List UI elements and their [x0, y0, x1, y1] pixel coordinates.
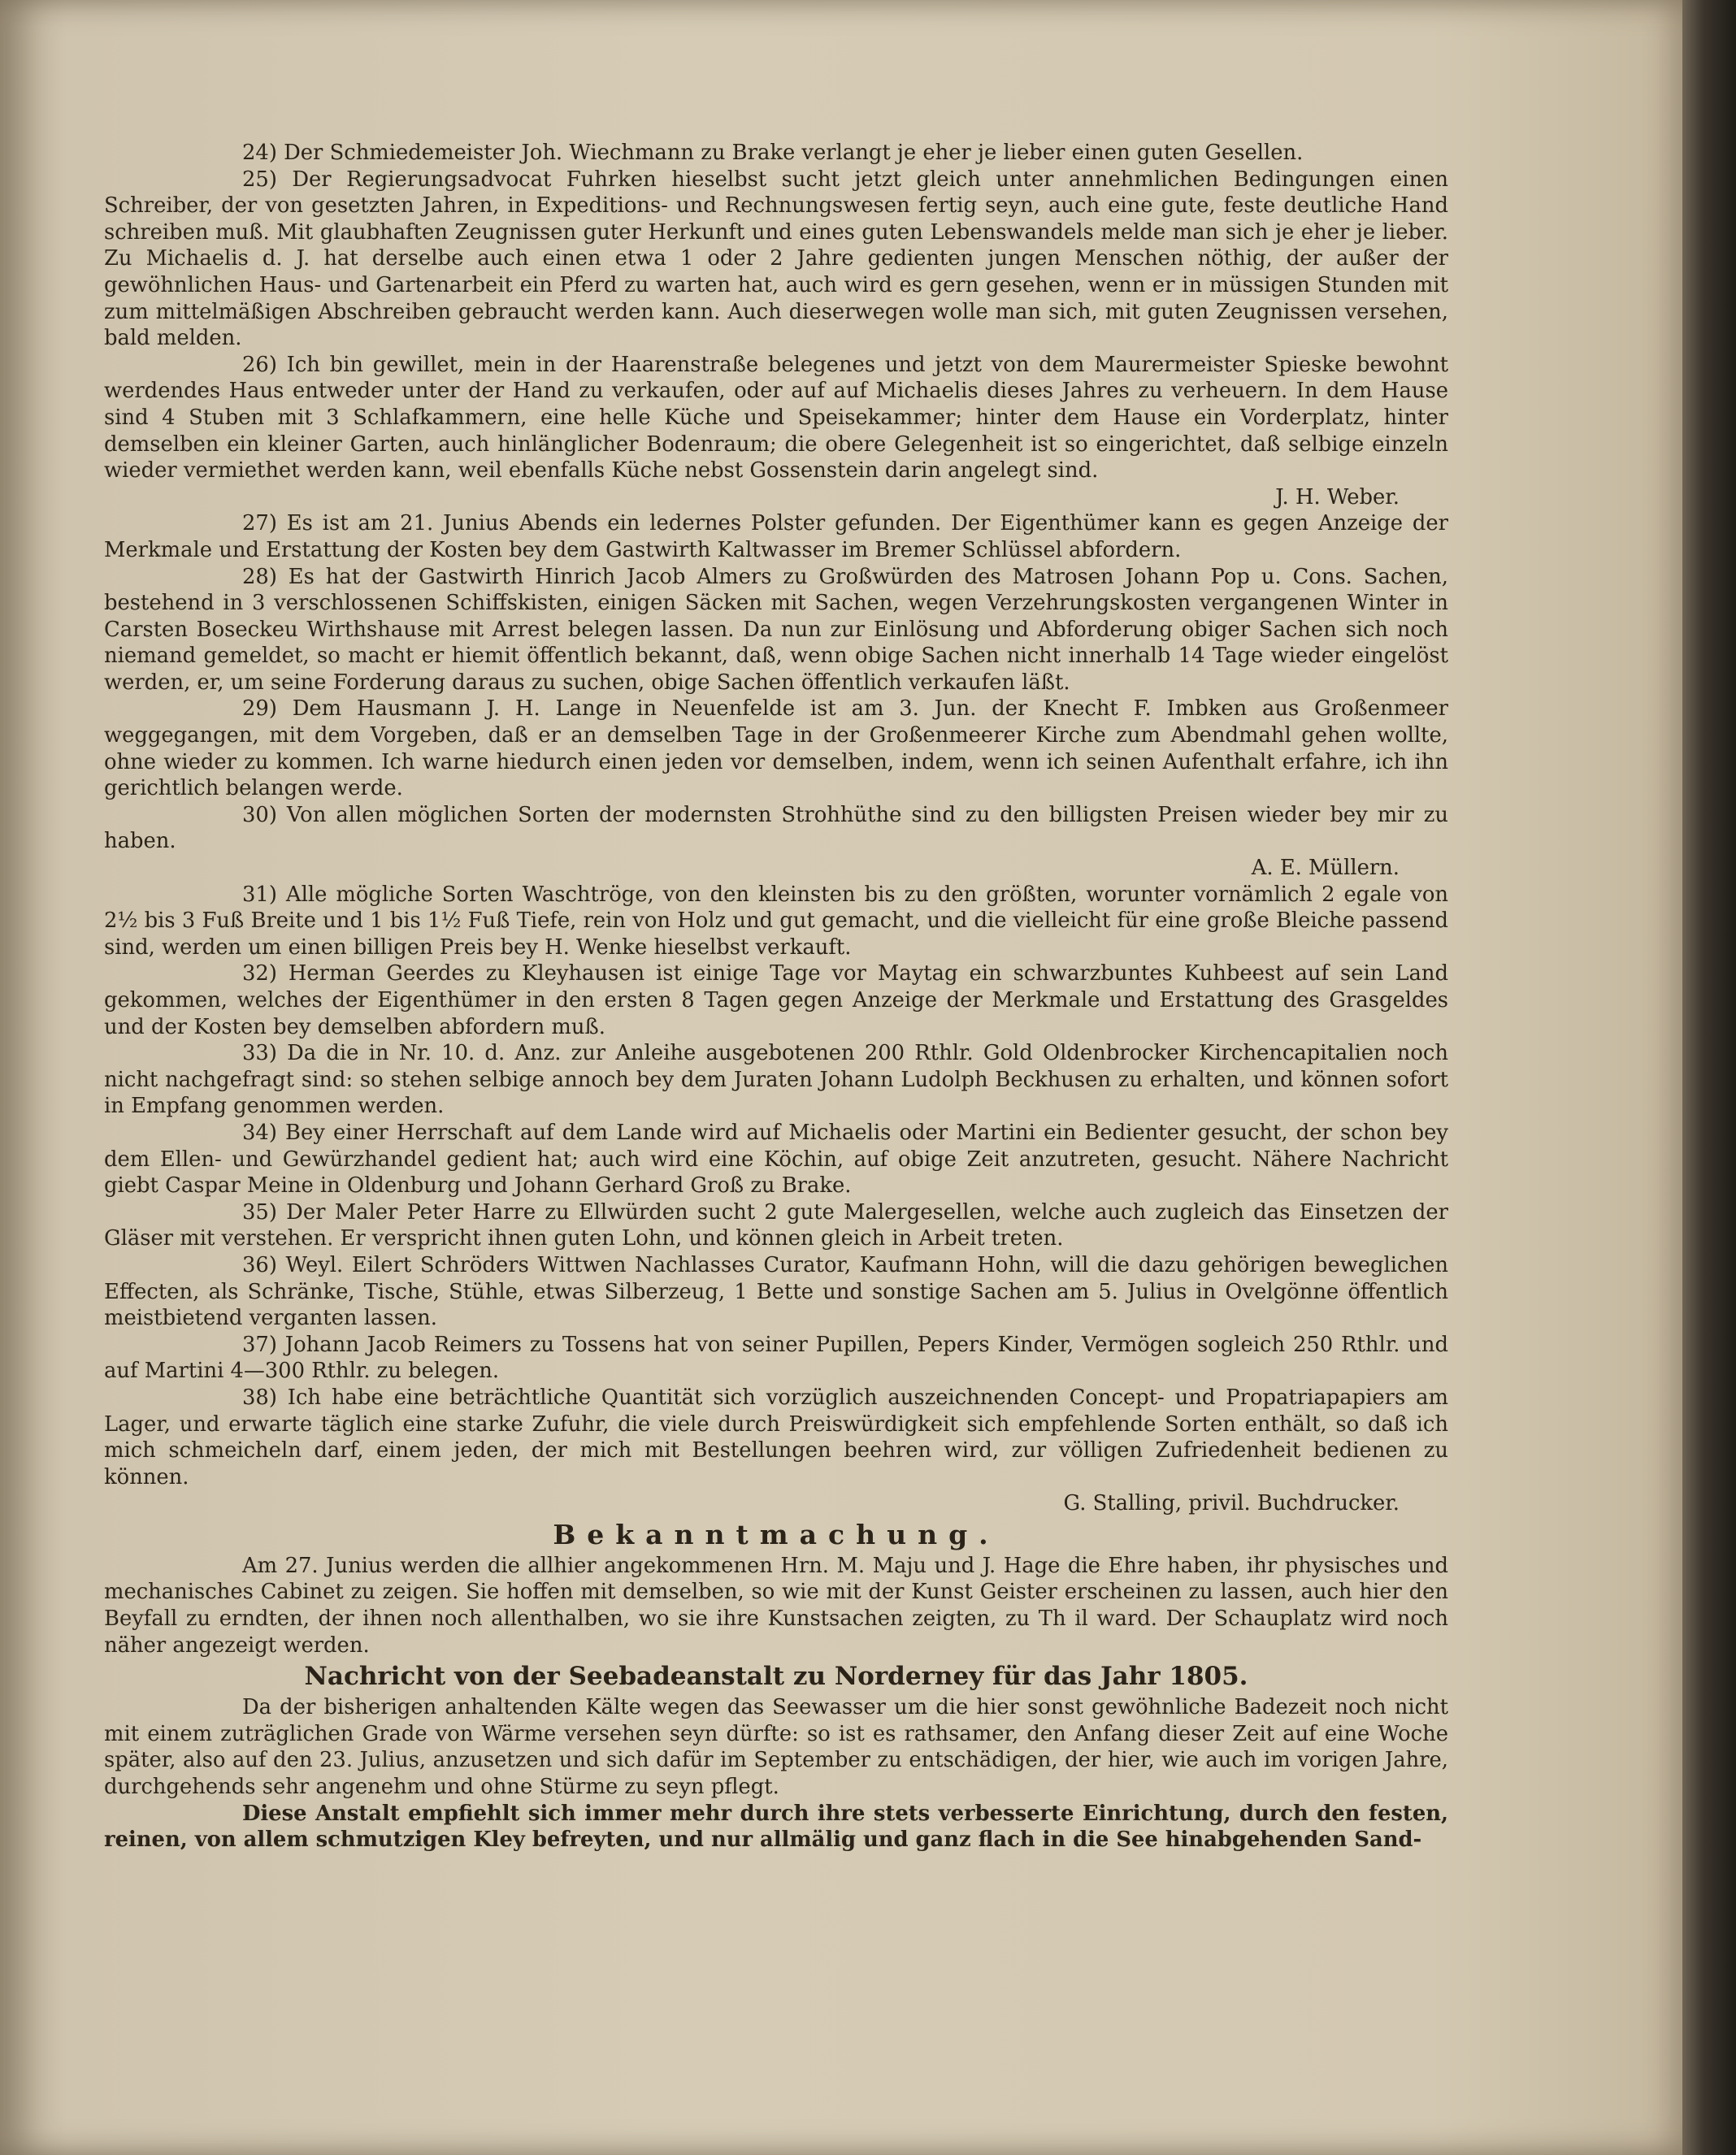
advert-37: 37) Johann Jacob Reimers zu Tossens hat von seiner Pupillen, Pepers Kinder, Vermögen sogleich 250 Rthlr. und auf Martini 4—300 Rthlr. zu belegen. [104, 1332, 1448, 1384]
advert-27: 27) Es ist am 21. Junius Abends ein ledernes Polster gefunden. Der Eigenthümer kann es gegen Anzeige der Merkmale und Erstattung der Kosten bey dem Gastwirth Kaltwasser im Bremer Schlüssel abfordern. [104, 511, 1448, 562]
bekanntmachung-text: Am 27. Junius werden die allhier angekommenen Hrn. M. Maju und J. Hage die Ehre haben, ihr physisches und mechanisches Cabinet zu zeigen. Sie hoffen mit demselben, so wie mit der Kunst Geister erscheinen zu lassen, auch hier den Beyfall zu erndten, der ihnen noch allenthalben, wo sie ihre Kunstsachen zeigten, zu Th il ward. Der Schauplatz wird noch näher angezeigt werden. [104, 1553, 1448, 1658]
seebad-paragraph-1: Da der bisherigen anhaltenden Kälte wegen das Seewasser um die hier sonst gewöhnliche Badezeit noch nicht mit einem zuträglichen Grade von Wärme versehen seyn dürfte: so ist es rathsamer, den Anfang dieser Zeit auf eine Woche später, also auf den 23. Julius, anzusetzen und sich dafür im September zu entschädigen, der hier, wie auch im vorigen Jahre, durchgehends sehr angenehm und ohne Stürme zu seyn pflegt. [104, 1695, 1448, 1800]
advert-38-signature: G. Stalling, privil. Buchdrucker. [1063, 1491, 1400, 1516]
advert-33: 33) Da die in Nr. 10. d. Anz. zur Anleihe ausgebotenen 200 Rthlr. Gold Oldenbrocker Kirchencapitalien noch nicht nachgefragt sind: so stehen selbige annoch bey dem Juraten Johann Ludolph Beckhusen zu erhalten, und können sofort in Empfang genommen werden. [104, 1041, 1448, 1119]
advert-28: 28) Es hat der Gastwirth Hinrich Jacob Almers zu Großwürden des Matrosen Johann Pop u. Cons. Sachen, bestehend in 3 verschlossenen Schiffskisten, einigen Säcken mit Sachen, wegen Verzehrungskosten vergangenen Winter in Carsten Boseckeu Wirthshause mit Arrest belegen lassen. Da nun zur Einlösung und Abforderung obiger Sachen sich noch niemand gemeldet, so macht er hiemit öffentlich bekannt, daß, wenn obige Sachen nicht innerhalb 14 Tage wieder eingelöst werden, er, um seine Forderung daraus zu suchen, obige Sachen öffentlich verkaufen läßt. [104, 564, 1448, 695]
advert-26: 26) Ich bin gewillet, mein in der Haarenstraße belegenes und jetzt von dem Maurermeister Spieske bewohnt werdendes Haus entweder unter der Hand zu verkaufen, oder auf auf Michaelis dieses Jahres zu verheuern. In dem Hause sind 4 Stuben mit 3 Schlafkammern, eine helle Küche und Speisekammer; hinter dem Hause ein Vorderplatz, hinter demselben ein kleiner Garten, auch hinlänglicher Bodenraum; die obere Gelegenheit ist so eingerichtet, daß selbige einzeln wieder vermiethet werden kann, weil ebenfalls Küche nebst Gossenstein darin angelegt sind. [104, 352, 1448, 483]
advert-30-signature: A. E. Müllern. [1251, 856, 1400, 881]
advert-25: 25) Der Regierungsadvocat Fuhrken hieselbst sucht jetzt gleich unter annehmlichen Bedingungen einen Schreiber, der von gesetzten Jahren, in Expeditions- und Rechnungswesen fertig seyn, auch eine gute, feste deutliche Hand schreiben muß. Mit glaubhaften Zeugnissen guter Herkunft und eines guten Lebenswandels melde man sich je eher je lieber. Zu Michaelis d. J. hat derselbe auch einen etwa 1 oder 2 Jahre gedienten jungen Menschen nöthig, der außer der gewöhnlichen Haus- und Gartenarbeit ein Pferd zu warten hat, auch wird es gern gesehen, wenn er in müssigen Stunden mit zum mittelmäßigen Abschreiben gebraucht werden kann. Auch dieserwegen wolle man sich, mit guten Zeugnissen versehen, bald melden. [104, 167, 1448, 351]
bekanntmachung-heading: Bekanntmachung. [553, 1518, 1000, 1550]
advert-31: 31) Alle mögliche Sorten Waschtröge, von den kleinsten bis zu den größten, worunter vornämlich 2 egale von 2½ bis 3 Fuß Breite und 1 bis 1½ Fuß Tiefe, rein von Holz und gut gemacht, und die vielleicht für eine große Bleiche passend sind, werden um einen billigen Preis bey H. Wenke hieselbst verkauft. [104, 882, 1448, 960]
advert-35: 35) Der Maler Peter Harre zu Ellwürden sucht 2 gute Malergesellen, welche auch zugleich das Einsetzen der Gläser mit verstehen. Er verspricht ihnen guten Lohn, und können gleich in Arbeit treten. [104, 1199, 1448, 1251]
advert-36: 36) Weyl. Eilert Schröders Wittwen Nachlasses Curator, Kaufmann Hohn, will die dazu gehörigen beweglichen Effecten, als Schränke, Tische, Stühle, etwas Silberzeug, 1 Bette und sonstige Sachen am 5. Julius in Ovelgönne öffentlich meistbietend verganten lassen. [104, 1252, 1448, 1331]
advert-29: 29) Dem Hausmann J. H. Lange in Neuenfelde ist am 3. Jun. der Knecht F. Imbken aus Großenmeer weggegangen, mit dem Vorgeben, daß er an demselben Tage in der Großenmeerer Kirche zum Abendmahl gehen wollte, ohne wieder zu kommen. Ich warne hiedurch einen jeden vor demselben, indem, wenn ich seinen Aufenthalt erfahre, ich ihn gerichtlich belangen werde. [104, 696, 1448, 801]
advert-34: 34) Bey einer Herrschaft auf dem Lande wird auf Michaelis oder Martini ein Bedienter gesucht, der schon bey dem Ellen- und Gewürzhandel gedient hat; auch wird eine Köchin, auf obige Zeit anzutreten, gesucht. Nähere Nachricht giebt Caspar Meine in Oldenburg und Johann Gerhard Groß zu Brake. [104, 1120, 1448, 1199]
page-edge-shadow [1682, 0, 1736, 2155]
advert-24: 24) Der Schmiedemeister Joh. Wiechmann zu Brake verlangt je eher je lieber einen guten Gesellen. [242, 141, 1304, 165]
seebad-paragraph-2: Diese Anstalt empfiehlt sich immer mehr durch ihre stets verbesserte Einrichtung, durch den festen, reinen, von allem schmutzigen Kley befreyten, und nur allmälig und ganz flach in die See hinabgehenden Sand- [104, 1801, 1448, 1853]
advert-32: 32) Herman Geerdes zu Kleyhausen ist einige Tage vor Maytag ein schwarzbuntes Kuhbeest auf sein Land gekommen, welches der Eigenthümer in den ersten 8 Tagen gegen Anzeige der Merkmale und Erstattung des Grasgeldes und der Kosten bey demselben abfordern muß. [104, 961, 1448, 1039]
advert-38: 38) Ich habe eine beträchtliche Quantität sich vorzüglich auszeichnenden Concept- und Propatriapapiers am Lager, und erwarte täglich eine starke Zufuhr, die viele durch Preiswürdigkeit sich empfehlende Sorten enthält, so daß ich mich schmeicheln darf, einem jeden, der mich mit Bestellungen beehren wird, zur völligen Zufriedenheit bedienen zu können. [104, 1385, 1448, 1489]
advert-26-signature: J. H. Weber. [1275, 484, 1400, 509]
advert-30: 30) Von allen möglichen Sorten der modernsten Strohhüthe sind zu den billigsten Preisen wieder bey mir zu haben. [104, 802, 1448, 854]
seebad-heading: Nachricht von der Seebadeanstalt zu Norderney für das Jahr 1805. [304, 1662, 1248, 1692]
page-text [104, 140, 1448, 1854]
